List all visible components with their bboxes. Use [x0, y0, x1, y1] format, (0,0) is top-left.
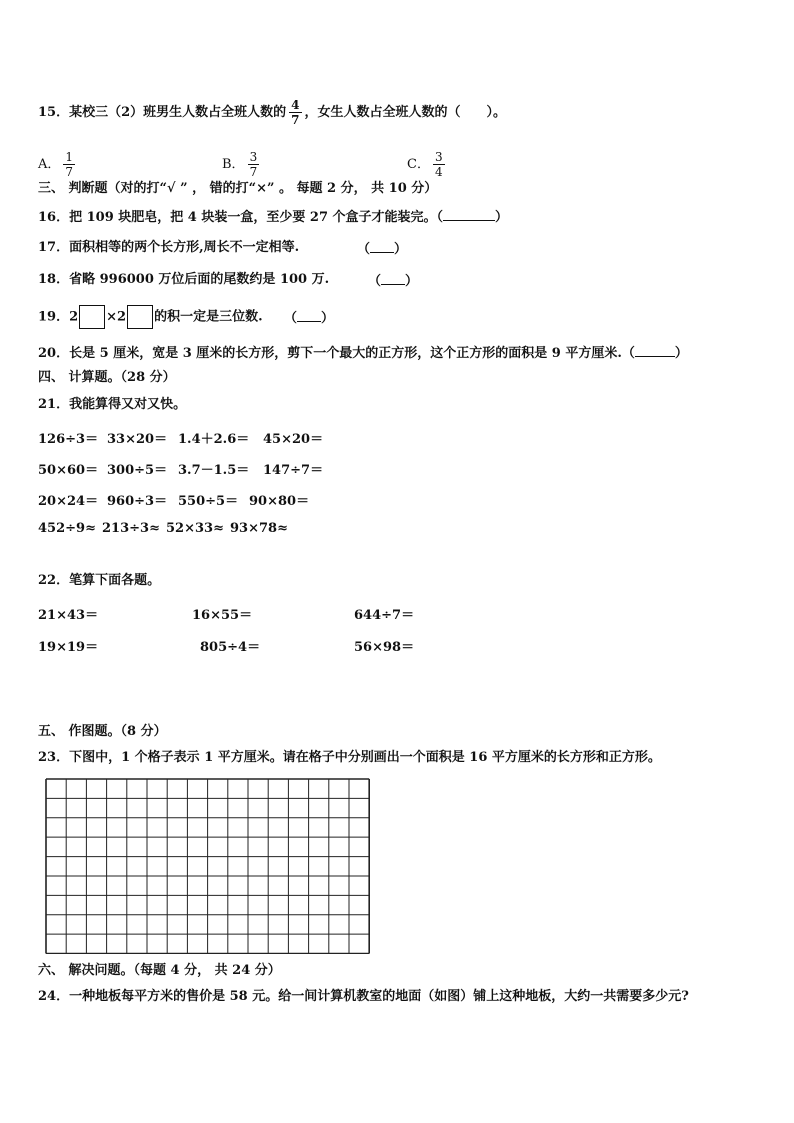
calc-item: 300÷5＝: [107, 463, 168, 478]
calc-item: 33×20＝: [107, 432, 168, 447]
option-b-fraction: $\frac{3}{7}$: [249, 150, 258, 179]
section-3-heading: 三、 判断题（对的打“√ ” ， 错的打“×” 。 每题 2 分， 共 10 分）: [38, 181, 438, 196]
q15-prefix: 15．某校三（2）班男生人数占全班人数的: [38, 105, 287, 120]
written-calc-item: 644÷7＝: [354, 608, 415, 623]
question-19: 19．2 ×2 的积一定是三位数.: [38, 305, 263, 330]
digit-box[interactable]: [127, 305, 153, 329]
question-17: 17．面积相等的两个长方形,周长不一定相等.: [38, 240, 300, 255]
answer-blank[interactable]: [370, 240, 394, 253]
calc-item: 126÷3＝: [38, 432, 99, 447]
answer-blank[interactable]: [381, 272, 405, 285]
calc-item: 147÷7＝: [263, 463, 324, 478]
question-22-title: 22．笔算下面各题。: [38, 573, 161, 588]
section-4-heading: 四、 计算题。（28 分）: [38, 370, 176, 385]
section-5-heading: 五、 作图题。（8 分）: [38, 724, 167, 739]
question-20: 20．长是 5 厘米，宽是 3 厘米的长方形，剪下一个最大的正方形，这个正方形的面积是 9 平方厘米.（ ）: [38, 346, 688, 361]
written-calc-item: 805÷4＝: [200, 640, 261, 655]
digit-box[interactable]: [79, 305, 105, 329]
calc-item: 213÷3≈: [102, 521, 160, 536]
answer-blank[interactable]: [443, 208, 495, 221]
q15-fraction: $\frac{4}{7}$: [291, 98, 300, 127]
option-a-fraction: $\frac{1}{7}$: [65, 150, 74, 179]
question-23: 23．下图中，1 个格子表示 1 平方厘米。请在格子中分别画出一个面积是 16 平方厘米的长方形和正方形。: [38, 750, 661, 765]
answer-blank[interactable]: [635, 344, 675, 357]
calc-item: 90×80＝: [249, 494, 310, 509]
option-c-fraction: $\frac{3}{4}$: [434, 150, 443, 179]
q19-answer: （ ）: [284, 311, 335, 326]
calc-item: 1.4＋2.6＝: [178, 432, 250, 447]
calc-item: 452÷9≈: [38, 521, 96, 536]
calc-item: 20×24＝: [38, 494, 99, 509]
question-16: 16．把 109 块肥皂，把 4 块装一盒，至少要 27 个盒子才能装完。（ ）: [38, 210, 509, 225]
calc-item: 3.7－1.5＝: [178, 463, 250, 478]
question-18: 18．省略 996000 万位后面的尾数约是 100 万.: [38, 272, 330, 287]
calc-item: 960÷3＝: [107, 494, 168, 509]
q15-suffix: ，女生人数占全班人数的（ ）。: [304, 105, 507, 120]
question-21-title: 21．我能算得又对又快。: [38, 397, 187, 412]
written-calc-item: 21×43＝: [38, 608, 99, 623]
written-calc-item: 56×98＝: [354, 640, 415, 655]
written-calc-item: 19×19＝: [38, 640, 99, 655]
question-24: 24．一种地板每平方米的售价是 58 元。给一间计算机教室的地面（如图）铺上这种地板，大约一共需要多少元?: [38, 989, 689, 1004]
q15-option-c: C． $\frac{3}{4}$: [407, 150, 443, 179]
question-15: [38, 98, 506, 127]
q15-option-b: B． $\frac{3}{7}$: [222, 150, 258, 179]
calc-item: 45×20＝: [263, 432, 324, 447]
calc-item: 550÷5＝: [178, 494, 239, 509]
section-6-heading: 六、 解决问题。（每题 4 分， 共 24 分）: [38, 963, 281, 978]
drawing-grid[interactable]: [45, 778, 371, 954]
q15-option-a: A． $\frac{1}{7}$: [38, 150, 74, 179]
calc-item: 52×33≈: [166, 521, 224, 536]
answer-blank[interactable]: [297, 309, 321, 322]
q17-answer: （ ）: [357, 242, 408, 257]
calc-item: 93×78≈: [230, 521, 288, 536]
written-calc-item: 16×55＝: [192, 608, 253, 623]
calc-item: 50×60＝: [38, 463, 99, 478]
q18-answer: （ ）: [368, 274, 419, 289]
